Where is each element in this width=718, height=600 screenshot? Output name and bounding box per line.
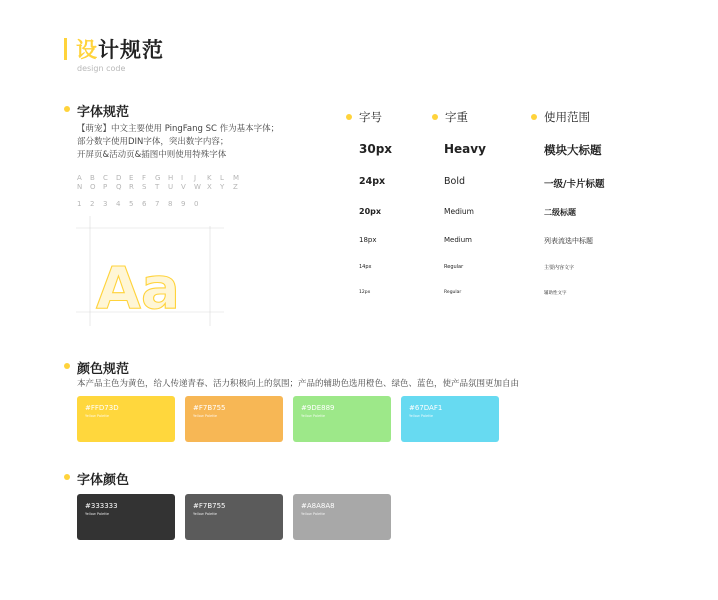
digit: 5	[129, 200, 134, 208]
swatch-note: Yellow Palette	[409, 414, 434, 418]
type-weight-cell: Regular	[444, 290, 462, 295]
digit: 9	[181, 200, 186, 208]
font-section-title: 字体规范	[77, 105, 130, 120]
type-usage-cell: 一级/卡片标题	[544, 179, 605, 190]
letter: A	[77, 174, 82, 182]
title-accent-bar	[64, 38, 67, 60]
swatch-hex: #333333	[85, 502, 118, 510]
letter: D	[116, 174, 122, 182]
text-color-section-title: 字体颜色	[77, 473, 130, 488]
type-weight-cell: Medium	[444, 207, 474, 216]
section-dot	[64, 363, 70, 369]
column-dot	[346, 114, 352, 120]
section-dot	[64, 106, 70, 112]
letter: X	[207, 183, 212, 191]
letter: K	[207, 174, 212, 182]
color-description: 本产品主色为黄色，给人传递青春、活力积极向上的氛围；产品的辅助色选用橙色、绿色、蓝色，使产品氛围更加自由	[77, 379, 520, 389]
digit-row	[77, 200, 207, 208]
letter: O	[90, 183, 96, 191]
color-swatch-orange	[185, 396, 283, 442]
color-swatch-blue	[401, 396, 499, 442]
type-weight-cell: Bold	[444, 176, 465, 187]
letter: I	[181, 174, 184, 182]
type-usage-cell: 二级标题	[544, 208, 576, 217]
letter: F	[142, 174, 147, 182]
digit: 4	[116, 200, 121, 208]
digit: 0	[194, 200, 199, 208]
swatch-hex: #F7B755	[193, 502, 226, 510]
color-swatch-yellow	[77, 396, 175, 442]
letter: T	[155, 183, 160, 191]
letter: V	[181, 183, 186, 191]
digit: 8	[168, 200, 173, 208]
swatch-note: Yellow Palette	[301, 414, 326, 418]
font-description	[77, 123, 279, 162]
type-usage-cell: 主要内容文字	[544, 265, 575, 271]
letter: Y	[220, 183, 225, 191]
alphabet-row-2	[77, 183, 246, 191]
type-size-cell: 12px	[359, 290, 371, 295]
swatch-note: Yellow Palette	[193, 414, 218, 418]
column-header-weight: 字重	[445, 110, 468, 124]
column-dot	[432, 114, 438, 120]
swatch-note: Yellow Palette	[85, 512, 110, 516]
letter: E	[129, 174, 134, 182]
letter: N	[77, 183, 83, 191]
font-description-line: 开屏页&活动页&插图中则使用特殊字体	[77, 150, 227, 160]
letter: H	[168, 174, 174, 182]
type-size-cell: 24px	[359, 176, 386, 187]
column-header-size: 字号	[359, 110, 382, 124]
page-subtitle: design code	[77, 64, 126, 73]
font-description-line: 【萌宠】中文主要使用 PingFang SC 作为基本字体；	[77, 124, 280, 134]
type-usage-cell: 辅助性文字	[544, 291, 567, 296]
digit: 6	[142, 200, 147, 208]
swatch-note: Yellow Palette	[193, 512, 218, 516]
letter: R	[129, 183, 134, 191]
digit: 3	[103, 200, 108, 208]
letter: B	[90, 174, 95, 182]
letter: Z	[233, 183, 238, 191]
swatch-note: Yellow Palette	[301, 512, 326, 516]
swatch-hex: #F7B755	[193, 404, 226, 412]
alphabet-row-1	[77, 174, 246, 182]
letter: M	[233, 174, 240, 182]
digit: 7	[155, 200, 160, 208]
letter: C	[103, 174, 108, 182]
type-weight-cell: Heavy	[444, 142, 486, 156]
color-section-title: 颜色规范	[77, 362, 130, 377]
font-specimen	[76, 216, 226, 326]
type-size-cell: 30px	[359, 142, 393, 156]
page-title-highlight: 设	[76, 38, 98, 62]
letter: U	[168, 183, 174, 191]
letter: J	[194, 174, 197, 182]
swatch-hex: #9DE889	[301, 404, 335, 412]
swatch-hex: #A8A8A8	[301, 502, 335, 510]
letter: Q	[116, 183, 122, 191]
digit: 1	[77, 200, 82, 208]
letter: G	[155, 174, 161, 182]
type-size-cell: 14px	[359, 264, 372, 270]
swatch-hex: #67DAF1	[409, 404, 443, 412]
letter: S	[142, 183, 147, 191]
letter: W	[194, 183, 201, 191]
page-title	[76, 34, 164, 64]
font-description-line: 部分数字使用DIN字体，突出数字内容；	[77, 137, 229, 147]
type-weight-cell: Medium	[444, 236, 472, 244]
text-color-swatch-medium	[185, 494, 283, 540]
text-color-swatch-dark	[77, 494, 175, 540]
color-swatch-green	[293, 396, 391, 442]
swatch-note: Yellow Palette	[85, 414, 110, 418]
type-size-cell: 20px	[359, 207, 382, 216]
letter: P	[103, 183, 108, 191]
type-usage-cell: 模块大标题	[544, 143, 602, 157]
column-dot	[531, 114, 537, 120]
section-dot	[64, 474, 70, 480]
letter: L	[220, 174, 224, 182]
swatch-hex: #FFD73D	[85, 404, 119, 412]
digit: 2	[90, 200, 95, 208]
type-usage-cell: 列表流选中标题	[544, 237, 593, 245]
page-title-rest: 计规范	[98, 38, 164, 62]
type-weight-cell: Regular	[444, 264, 464, 270]
specimen-aa-text: Aa	[96, 254, 181, 322]
type-size-cell: 18px	[359, 236, 377, 244]
text-color-swatch-light	[293, 494, 391, 540]
column-header-usage: 使用范围	[544, 110, 590, 124]
